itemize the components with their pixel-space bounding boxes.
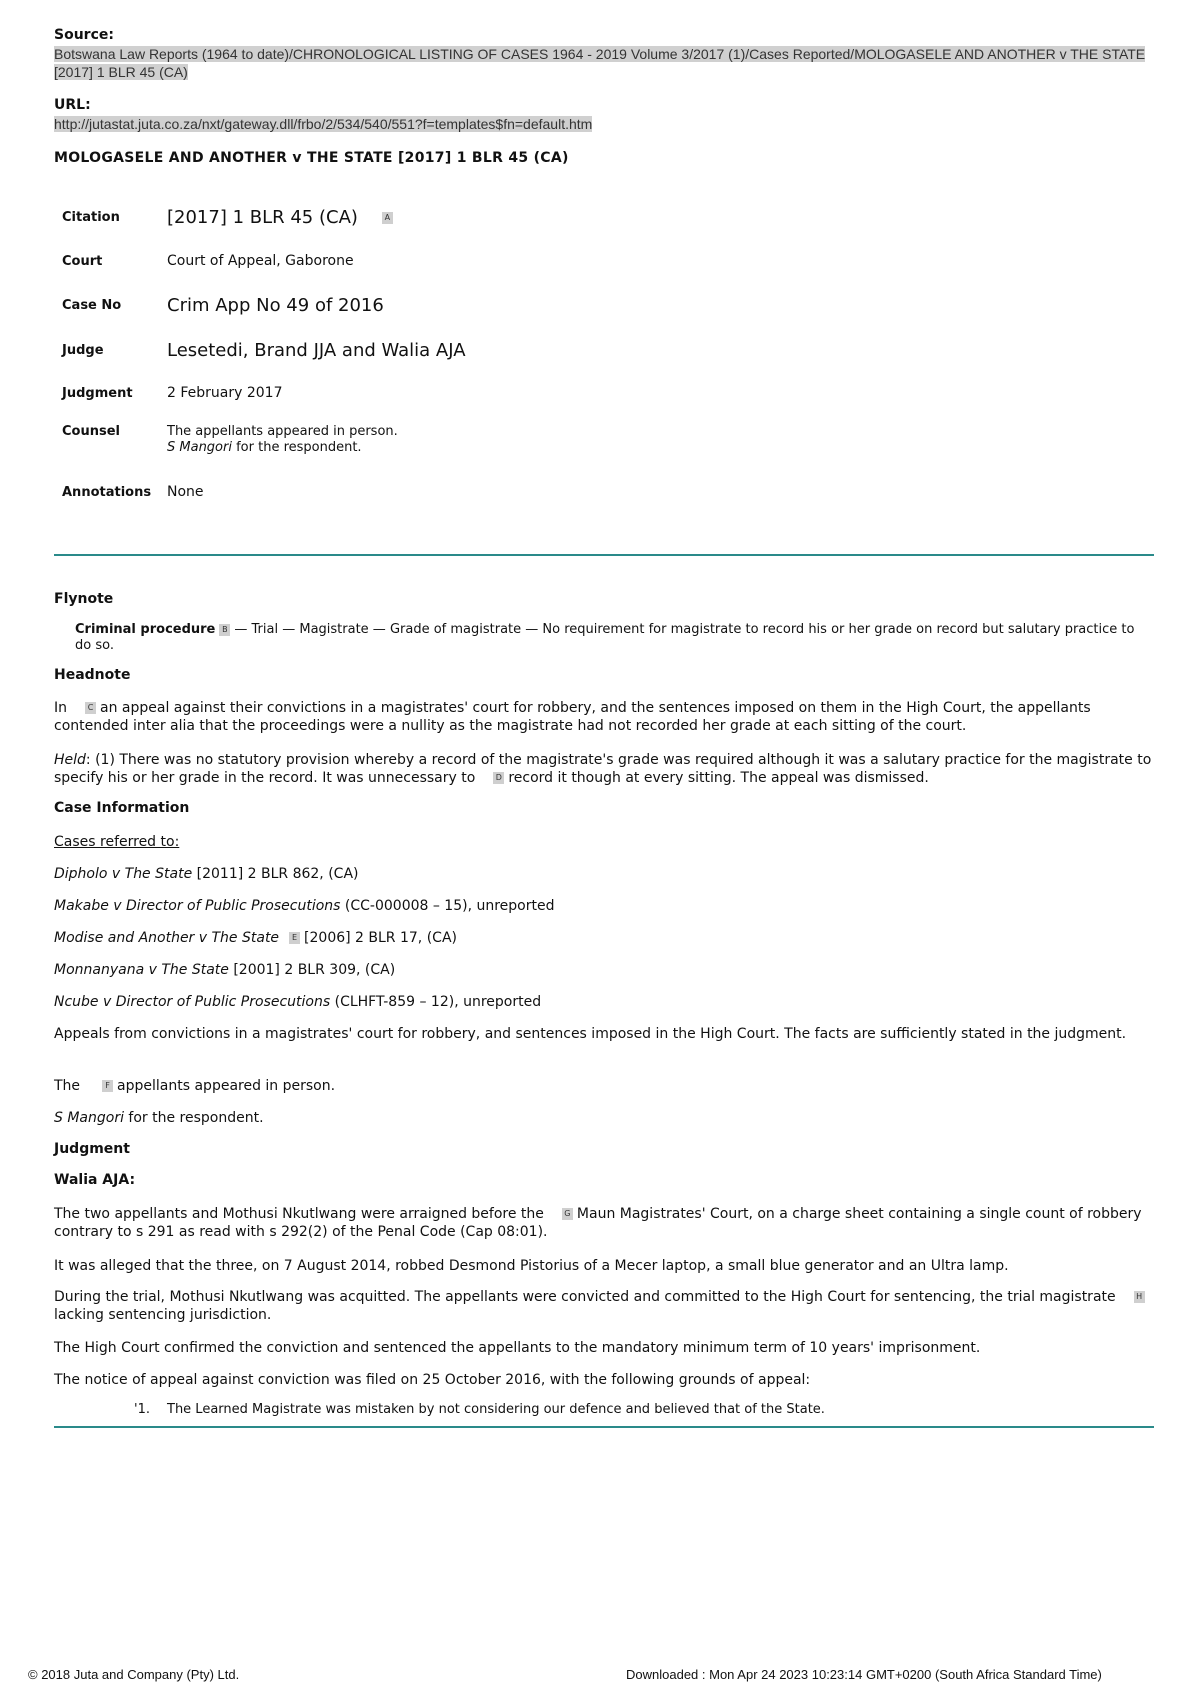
case-name: Dipholo v The State	[54, 866, 193, 882]
judgment-paragraph: The High Court confirmed the conviction and sentenced the appellants to the mandatory minimum term of 10 years' imprisonment.	[54, 1340, 981, 1356]
text-span: In	[54, 700, 68, 716]
source-block	[54, 46, 1154, 82]
judgment-paragraph: The notice of appeal against conviction was filed on 25 October 2016, with the following grounds of appeal:	[54, 1372, 811, 1388]
cited-case	[54, 865, 358, 883]
case-name: Ncube v Director of Public Prosecutions	[54, 994, 331, 1010]
case-ref: [2006] 2 BLR 17, (CA)	[304, 930, 457, 946]
meta-row-court	[54, 239, 466, 283]
text-span: During the trial, Mothusi Nkutlwang was acquitted. The appellants were convicted and committed to the High Court for sentencing, the trial magistrate	[54, 1289, 1116, 1305]
text-span: Maun Magistrates' Court, on a charge sheet containing a single count of robbery contrary to s 291 as read with s 292(2) of the Penal Code (Cap 08:01).	[54, 1206, 1142, 1240]
case-title: MOLOGASELE AND ANOTHER v THE STATE [2017] 1 BLR 45 (CA)	[54, 150, 569, 166]
margin-marker: E	[289, 932, 300, 944]
headnote-heading: Headnote	[54, 667, 131, 683]
text-span: The two appellants and Mothusi Nkutlwang were arraigned before the	[54, 1206, 544, 1222]
annotations-value: None	[167, 484, 204, 500]
flynote-topic: Criminal procedure	[75, 622, 216, 637]
meta-key: Judgment	[62, 385, 133, 401]
text-span: lacking sentencing jurisdiction.	[54, 1307, 272, 1323]
counsel-name: S Mangori	[54, 1110, 124, 1126]
case-ref: [2011] 2 BLR 862, (CA)	[192, 866, 359, 882]
case-info-heading: Case Information	[54, 800, 190, 816]
section-divider	[54, 554, 1154, 556]
margin-marker: C	[85, 702, 96, 714]
section-divider	[54, 1426, 1154, 1428]
case-meta-table	[54, 195, 466, 512]
meta-row-judgment	[54, 372, 466, 414]
case-name: Monnanyana v The State	[54, 962, 229, 978]
meta-key: Citation	[62, 209, 120, 225]
cases-referred-label: Cases referred to:	[54, 834, 180, 850]
margin-marker: B	[219, 624, 230, 636]
case-ref: (CLHFT-859 – 12), unreported	[330, 994, 542, 1010]
source-path-link[interactable]: Botswana Law Reports (1964 to date)/CHRONOLOGICAL LISTING OF CASES 1964 - 2019 Volume 3/2017 (1)/Cases Reported/MOLOGASELE AND ANOTHER v THE STATE [2017] 1 BLR 45 (CA)	[54, 46, 1146, 80]
appearance-line	[54, 1077, 335, 1095]
judgment-paragraph	[54, 1205, 1154, 1241]
margin-marker: A	[382, 212, 393, 224]
text-span: for the respondent.	[123, 1110, 264, 1126]
case-name: Makabe v Director of Public Prosecutions	[54, 898, 341, 914]
url-label: URL:	[54, 97, 91, 113]
respondent-line	[54, 1109, 264, 1127]
url-link[interactable]: http://jutastat.juta.co.za/nxt/gateway.dll/frbo/2/534/540/551?f=templates$fn=default.htm	[54, 116, 593, 132]
flynote-heading: Flynote	[54, 591, 114, 607]
meta-key: Judge	[62, 342, 104, 358]
court-value: Court of Appeal, Gaborone	[167, 253, 354, 269]
text-span: : (1) There was no statutory provision whereby a record of the magistrate's grade was required although it was a salutary practice for the magistrate to specify his or her grade in the record. It was unnecessary to	[54, 752, 1152, 786]
flynote-text	[75, 622, 1145, 654]
margin-marker: H	[1134, 1291, 1145, 1303]
margin-marker: F	[102, 1080, 113, 1092]
meta-row-caseno	[54, 283, 466, 328]
caseno-value: Crim App No 49 of 2016	[167, 295, 384, 316]
cited-case	[54, 897, 555, 915]
url-block	[54, 116, 592, 133]
judgment-paragraph: It was alleged that the three, on 7 August 2014, robbed Desmond Pistorius of a Mecer laptop, a small blue generator and an Ultra lamp.	[54, 1258, 1009, 1274]
meta-row-citation	[54, 195, 466, 239]
counsel-value	[167, 414, 466, 472]
headnote-paragraph	[54, 699, 1154, 735]
meta-key: Annotations	[62, 484, 152, 500]
judgment-date-value: 2 February 2017	[167, 385, 283, 401]
counsel-role: for the respondent.	[231, 440, 362, 455]
held-label: Held	[54, 752, 86, 768]
appeal-summary: Appeals from convictions in a magistrates' court for robbery, and sentences imposed in the High Court. The facts are sufficiently stated in the judgment.	[54, 1026, 1127, 1042]
list-number: '1.	[134, 1402, 150, 1417]
counsel-line	[167, 440, 466, 456]
meta-row-judge	[54, 328, 466, 372]
judgment-heading: Judgment	[54, 1141, 130, 1157]
meta-key: Court	[62, 253, 103, 269]
judgment-paragraph	[54, 1288, 1154, 1324]
margin-marker: G	[562, 1208, 573, 1220]
counsel-name: S Mangori	[167, 440, 232, 455]
cited-case	[54, 961, 395, 979]
meta-key: Counsel	[62, 424, 120, 439]
counsel-line: The appellants appeared in person.	[167, 424, 398, 439]
text-span: record it though at every sitting. The appeal was dismissed.	[508, 770, 929, 786]
source-label: Source:	[54, 27, 114, 43]
cited-case	[54, 993, 541, 1011]
text-span: The	[54, 1078, 81, 1094]
judge-value: Lesetedi, Brand JJA and Walia AJA	[167, 339, 466, 361]
flynote-body: — Trial — Magistrate — Grade of magistrate — No requirement for magistrate to record his or her grade on record but salutary practice to do so.	[75, 622, 1135, 653]
text-span: appellants appeared in person.	[117, 1078, 336, 1094]
case-name: Modise and Another v The State	[54, 930, 280, 946]
margin-marker: D	[493, 772, 504, 784]
case-ref: [2001] 2 BLR 309, (CA)	[228, 962, 396, 978]
text-span: an appeal against their convictions in a magistrates' court for robbery, and the sentences imposed on them in the High Court, the appellants contended inter alia that the proceedings were a nullity as the magistrate had not recorded her grade at each sitting of the court.	[54, 700, 1091, 734]
footer-download-timestamp: Downloaded : Mon Apr 24 2023 10:23:14 GMT+0200 (South Africa Standard Time)	[626, 1667, 1102, 1682]
list-text: The Learned Magistrate was mistaken by not considering our defence and believed that of the State.	[167, 1402, 825, 1417]
ground-of-appeal-item	[134, 1402, 825, 1418]
footer-copyright: © 2018 Juta and Company (Pty) Ltd.	[28, 1667, 240, 1682]
held-paragraph	[54, 751, 1154, 787]
meta-value	[167, 195, 466, 239]
case-ref: (CC-000008 – 15), unreported	[340, 898, 555, 914]
judge-heading: Walia AJA:	[54, 1172, 136, 1188]
citation-value: [2017] 1 BLR 45 (CA)	[167, 206, 358, 228]
cited-case	[54, 929, 457, 947]
meta-row-counsel	[54, 414, 466, 472]
meta-key: Case No	[62, 298, 122, 313]
meta-row-annotations	[54, 472, 466, 512]
